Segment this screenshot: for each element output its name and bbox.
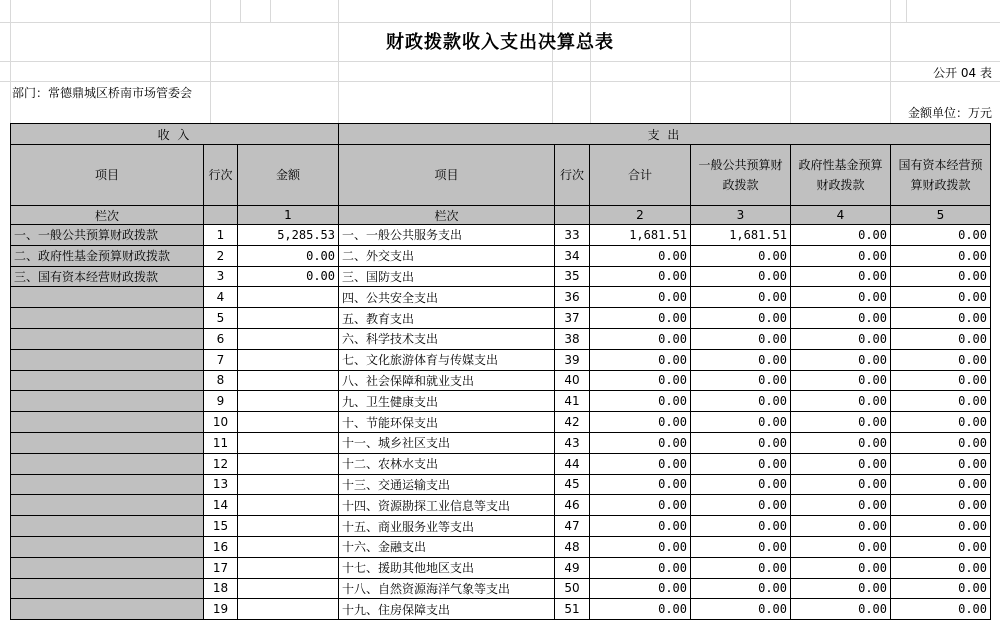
- expense-total-cell: 0.00: [590, 536, 691, 557]
- general-budget-cell: 0.00: [691, 370, 791, 391]
- state-capital-cell: 0.00: [891, 370, 991, 391]
- table-row: [11, 453, 991, 474]
- income-item-cell: [11, 536, 204, 557]
- income-line-cell: 10: [204, 412, 238, 433]
- gov-fund-cell: 0.00: [791, 245, 891, 266]
- income-amount-cell: [238, 495, 339, 516]
- expense-item-cell: 四、公共安全支出: [339, 287, 555, 308]
- column-index-5: 5: [891, 206, 991, 225]
- expense-total-cell: 0.00: [590, 412, 691, 433]
- general-budget-cell: 0.00: [691, 266, 791, 287]
- state-capital-cell: 0.00: [891, 578, 991, 599]
- state-capital-cell: 0.00: [891, 412, 991, 433]
- gov-fund-cell: 0.00: [791, 495, 891, 516]
- expense-line-cell: 41: [555, 391, 590, 412]
- expense-line-cell: 44: [555, 453, 590, 474]
- table-row: [11, 328, 991, 349]
- gov-fund-cell: 0.00: [791, 412, 891, 433]
- income-amount-cell: [238, 453, 339, 474]
- general-budget-cell: 0.00: [691, 599, 791, 620]
- expense-total-cell: 0.00: [590, 453, 691, 474]
- income-item-cell: [11, 516, 204, 537]
- state-capital-cell: 0.00: [891, 495, 991, 516]
- expense-total-cell: 1,681.51: [590, 225, 691, 246]
- income-line-cell: 4: [204, 287, 238, 308]
- sheet-gridline: [690, 0, 691, 123]
- income-amount-cell: [238, 516, 339, 537]
- general-budget-cell: 0.00: [691, 432, 791, 453]
- table-row: [11, 391, 991, 412]
- expense-line-cell: 47: [555, 516, 590, 537]
- expense-line-cell: 35: [555, 266, 590, 287]
- general-budget-cell: 0.00: [691, 412, 791, 433]
- income-line-header: 行次: [204, 145, 238, 206]
- expense-item-header: 项目: [339, 145, 555, 206]
- expense-line-header: 行次: [555, 145, 590, 206]
- expense-item-cell: 十四、资源勘探工业信息等支出: [339, 495, 555, 516]
- income-line-cell: 3: [204, 266, 238, 287]
- income-line-cell: 2: [204, 245, 238, 266]
- income-line-cell: 15: [204, 516, 238, 537]
- expense-group-header: 支 出: [339, 124, 991, 145]
- state-capital-cell: 0.00: [891, 453, 991, 474]
- column-index-4: 4: [791, 206, 891, 225]
- income-amount-cell: [238, 391, 339, 412]
- gov-fund-cell: 0.00: [791, 287, 891, 308]
- gov-fund-cell: 0.00: [791, 453, 891, 474]
- state-capital-cell: 0.00: [891, 225, 991, 246]
- general-budget-cell: 0.00: [691, 495, 791, 516]
- state-capital-cell: 0.00: [891, 266, 991, 287]
- sheet-gridline: [338, 0, 339, 123]
- income-item-cell: [11, 432, 204, 453]
- gov-fund-cell: 0.00: [791, 308, 891, 329]
- income-line-cell: 18: [204, 578, 238, 599]
- income-line-cell: 7: [204, 349, 238, 370]
- expense-total-header: 合计: [590, 145, 691, 206]
- income-amount-cell: [238, 599, 339, 620]
- state-capital-cell: 0.00: [891, 516, 991, 537]
- income-amount-cell: [238, 578, 339, 599]
- expense-total-cell: 0.00: [590, 308, 691, 329]
- gov-fund-cell: 0.00: [791, 557, 891, 578]
- expense-total-cell: 0.00: [590, 474, 691, 495]
- expense-item-cell: 三、国防支出: [339, 266, 555, 287]
- expense-total-cell: 0.00: [590, 328, 691, 349]
- sheet-gridline: [0, 81, 1000, 82]
- expense-item-cell: 七、文化旅游体育与传媒支出: [339, 349, 555, 370]
- expense-item-cell: 十一、城乡社区支出: [339, 432, 555, 453]
- expense-item-cell: 六、科学技术支出: [339, 328, 555, 349]
- table-row: [11, 225, 991, 246]
- income-amount-cell: [238, 328, 339, 349]
- income-amount-cell: 0.00: [238, 266, 339, 287]
- expense-total-cell: 0.00: [590, 266, 691, 287]
- income-amount-header: 金额: [238, 145, 339, 206]
- table-row: [11, 349, 991, 370]
- income-item-cell: [11, 578, 204, 599]
- expense-total-cell: 0.00: [590, 516, 691, 537]
- state-capital-cell: 0.00: [891, 245, 991, 266]
- general-budget-cell: 0.00: [691, 474, 791, 495]
- gov-fund-cell: 0.00: [791, 266, 891, 287]
- sheet-gridline: [790, 0, 791, 123]
- column-index-label: 栏次: [11, 206, 204, 225]
- page-title: 财政拨款收入支出决算总表: [386, 32, 614, 53]
- state-capital-cell: 0.00: [891, 391, 991, 412]
- column-index-2: 2: [590, 206, 691, 225]
- gov-fund-cell: 0.00: [791, 474, 891, 495]
- general-budget-cell: 0.00: [691, 328, 791, 349]
- state-capital-header: 国有资本经营预算财政拨款: [891, 145, 991, 206]
- sheet-gridline: [906, 0, 907, 22]
- expense-line-cell: 45: [555, 474, 590, 495]
- state-capital-cell: 0.00: [891, 432, 991, 453]
- income-amount-cell: [238, 370, 339, 391]
- table-row: [11, 245, 991, 266]
- expense-line-cell: 50: [555, 578, 590, 599]
- expense-item-cell: 九、卫生健康支出: [339, 391, 555, 412]
- expense-item-cell: 一、一般公共服务支出: [339, 225, 555, 246]
- expense-item-cell: 十二、农林水支出: [339, 453, 555, 474]
- income-item-cell: [11, 599, 204, 620]
- general-budget-header: 一般公共预算财政拨款: [691, 145, 791, 206]
- expense-line-cell: 34: [555, 245, 590, 266]
- income-item-cell: [11, 495, 204, 516]
- sheet-gridline: [10, 0, 11, 123]
- gov-fund-cell: 0.00: [791, 599, 891, 620]
- expense-item-cell: 十六、金融支出: [339, 536, 555, 557]
- expense-item-cell: 十七、援助其他地区支出: [339, 557, 555, 578]
- income-item-cell: [11, 370, 204, 391]
- table-row: [11, 557, 991, 578]
- general-budget-cell: 0.00: [691, 349, 791, 370]
- general-budget-cell: 0.00: [691, 453, 791, 474]
- income-line-cell: 13: [204, 474, 238, 495]
- income-item-cell: [11, 287, 204, 308]
- income-item-cell: [11, 328, 204, 349]
- expense-total-cell: 0.00: [590, 349, 691, 370]
- expense-total-cell: 0.00: [590, 578, 691, 599]
- income-item-header: 项目: [11, 145, 204, 206]
- expense-line-cell: 39: [555, 349, 590, 370]
- department-label: 部门：常德鼎城区桥南市场管委会: [12, 86, 193, 100]
- sheet-gridline: [0, 61, 1000, 62]
- table-row: [11, 432, 991, 453]
- gov-fund-cell: 0.00: [791, 391, 891, 412]
- state-capital-cell: 0.00: [891, 474, 991, 495]
- table-row: [11, 516, 991, 537]
- expense-item-cell: 五、教育支出: [339, 308, 555, 329]
- table-row: [11, 495, 991, 516]
- income-line-cell: 1: [204, 225, 238, 246]
- expense-line-cell: 46: [555, 495, 590, 516]
- expense-item-cell: 十九、住房保障支出: [339, 599, 555, 620]
- general-budget-cell: 0.00: [691, 536, 791, 557]
- gov-fund-cell: 0.00: [791, 328, 891, 349]
- expense-item-cell: 八、社会保障和就业支出: [339, 370, 555, 391]
- expense-line-cell: 33: [555, 225, 590, 246]
- expense-total-cell: 0.00: [590, 495, 691, 516]
- general-budget-cell: 1,681.51: [691, 225, 791, 246]
- table-row: [11, 287, 991, 308]
- general-budget-cell: 0.00: [691, 245, 791, 266]
- expense-item-cell: 十八、自然资源海洋气象等支出: [339, 578, 555, 599]
- appropriation-summary-table: [10, 123, 991, 620]
- expense-item-cell: 二、外交支出: [339, 245, 555, 266]
- income-line-cell: 19: [204, 599, 238, 620]
- expense-line-cell: 38: [555, 328, 590, 349]
- gov-fund-cell: 0.00: [791, 516, 891, 537]
- sheet-gridline: [890, 0, 891, 123]
- gov-fund-cell: 0.00: [791, 349, 891, 370]
- sheet-gridline: [0, 22, 1000, 23]
- table-row: [11, 474, 991, 495]
- general-budget-cell: 0.00: [691, 557, 791, 578]
- amount-unit: 金额单位：万元: [907, 106, 992, 120]
- expense-line-cell: 49: [555, 557, 590, 578]
- income-item-cell: [11, 308, 204, 329]
- sheet-gridline: [590, 0, 591, 123]
- income-item-cell: [11, 412, 204, 433]
- state-capital-cell: 0.00: [891, 328, 991, 349]
- expense-total-cell: 0.00: [590, 599, 691, 620]
- expense-line-cell: 42: [555, 412, 590, 433]
- expense-line-cell: 51: [555, 599, 590, 620]
- income-item-cell: [11, 391, 204, 412]
- expense-total-cell: 0.00: [590, 557, 691, 578]
- gov-fund-cell: 0.00: [791, 536, 891, 557]
- sheet-gridline: [270, 0, 271, 22]
- expense-line-cell: 36: [555, 287, 590, 308]
- table-row: [11, 266, 991, 287]
- income-amount-cell: [238, 557, 339, 578]
- general-budget-cell: 0.00: [691, 287, 791, 308]
- state-capital-cell: 0.00: [891, 308, 991, 329]
- income-amount-cell: 5,285.53: [238, 225, 339, 246]
- gov-fund-cell: 0.00: [791, 370, 891, 391]
- income-item-cell: [11, 453, 204, 474]
- expense-line-cell: 48: [555, 536, 590, 557]
- income-item-cell: 二、政府性基金预算财政拨款: [11, 245, 204, 266]
- income-line-cell: 16: [204, 536, 238, 557]
- income-line-cell: 6: [204, 328, 238, 349]
- expense-total-cell: 0.00: [590, 370, 691, 391]
- general-budget-cell: 0.00: [691, 391, 791, 412]
- table-row: [11, 578, 991, 599]
- income-item-cell: 一、一般公共预算财政拨款: [11, 225, 204, 246]
- income-line-cell: 11: [204, 432, 238, 453]
- income-amount-cell: [238, 308, 339, 329]
- table-row: [11, 370, 991, 391]
- income-line-cell: 14: [204, 495, 238, 516]
- income-amount-cell: [238, 412, 339, 433]
- form-number: 公开 04 表: [933, 66, 992, 80]
- general-budget-cell: 0.00: [691, 578, 791, 599]
- state-capital-cell: 0.00: [891, 599, 991, 620]
- income-amount-cell: [238, 349, 339, 370]
- table-row: [11, 599, 991, 620]
- gov-fund-header: 政府性基金预算财政拨款: [791, 145, 891, 206]
- expense-total-cell: 0.00: [590, 432, 691, 453]
- income-item-cell: [11, 557, 204, 578]
- state-capital-cell: 0.00: [891, 536, 991, 557]
- sheet-gridline: [240, 0, 241, 22]
- column-index-1: 1: [238, 206, 339, 225]
- income-item-cell: [11, 474, 204, 495]
- expense-total-cell: 0.00: [590, 391, 691, 412]
- column-index-blank: [204, 206, 238, 225]
- expense-item-cell: 十五、商业服务业等支出: [339, 516, 555, 537]
- expense-line-cell: 43: [555, 432, 590, 453]
- income-amount-cell: [238, 432, 339, 453]
- income-amount-cell: [238, 536, 339, 557]
- state-capital-cell: 0.00: [891, 287, 991, 308]
- income-line-cell: 12: [204, 453, 238, 474]
- income-amount-cell: [238, 474, 339, 495]
- table-row: [11, 536, 991, 557]
- income-line-cell: 8: [204, 370, 238, 391]
- column-index-label: 栏次: [339, 206, 555, 225]
- general-budget-cell: 0.00: [691, 516, 791, 537]
- income-line-cell: 5: [204, 308, 238, 329]
- table-body: [11, 225, 991, 620]
- table-row: [11, 412, 991, 433]
- gov-fund-cell: 0.00: [791, 432, 891, 453]
- state-capital-cell: 0.00: [891, 557, 991, 578]
- expense-line-cell: 37: [555, 308, 590, 329]
- expense-line-cell: 40: [555, 370, 590, 391]
- expense-total-cell: 0.00: [590, 287, 691, 308]
- column-index-blank: [555, 206, 590, 225]
- income-line-cell: 17: [204, 557, 238, 578]
- gov-fund-cell: 0.00: [791, 225, 891, 246]
- expense-item-cell: 十三、交通运输支出: [339, 474, 555, 495]
- income-line-cell: 9: [204, 391, 238, 412]
- income-amount-cell: [238, 287, 339, 308]
- column-index-3: 3: [691, 206, 791, 225]
- income-item-cell: [11, 349, 204, 370]
- income-amount-cell: 0.00: [238, 245, 339, 266]
- expense-total-cell: 0.00: [590, 245, 691, 266]
- sheet-gridline: [552, 0, 553, 123]
- expense-item-cell: 十、节能环保支出: [339, 412, 555, 433]
- income-group-header: 收 入: [11, 124, 339, 145]
- gov-fund-cell: 0.00: [791, 578, 891, 599]
- income-item-cell: 三、国有资本经营财政拨款: [11, 266, 204, 287]
- state-capital-cell: 0.00: [891, 349, 991, 370]
- table-row: [11, 308, 991, 329]
- general-budget-cell: 0.00: [691, 308, 791, 329]
- sheet-gridline: [210, 0, 211, 123]
